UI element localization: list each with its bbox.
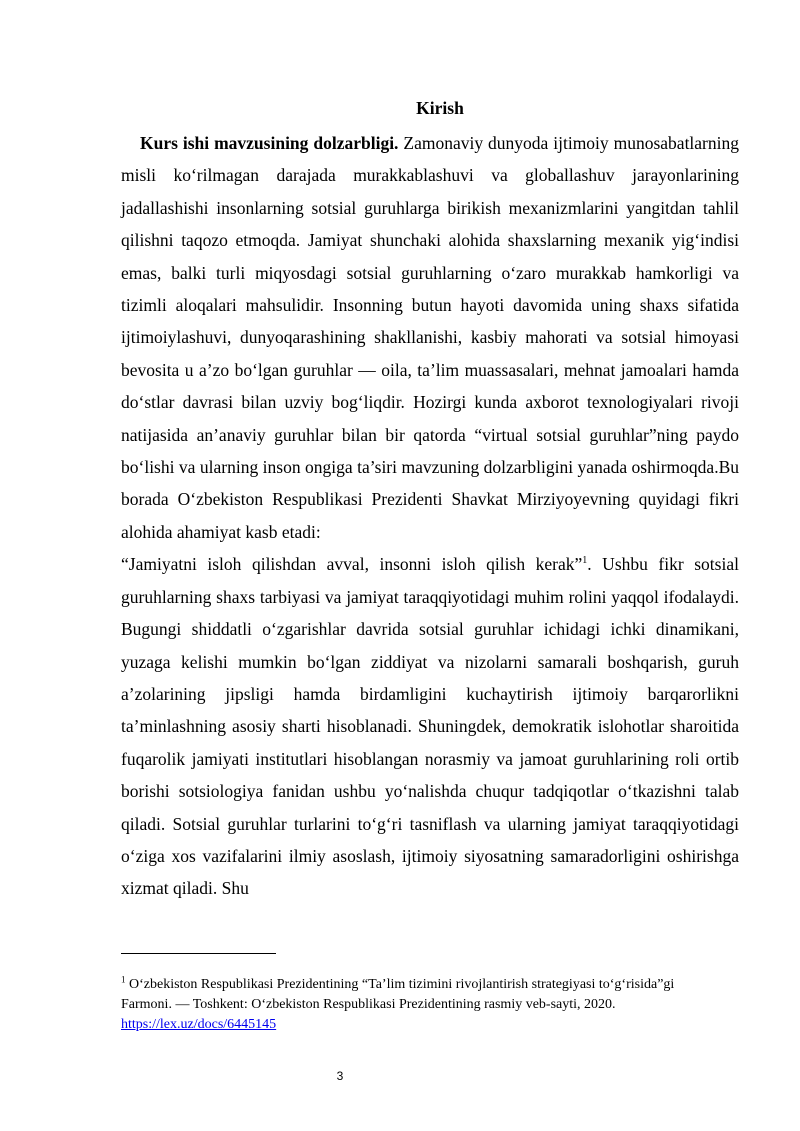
paragraph-quote bbox=[121, 548, 739, 904]
paragraph-relevance bbox=[121, 127, 739, 548]
footnote-divider bbox=[121, 953, 276, 954]
footnote-link[interactable]: https://lex.uz/docs/6445145 bbox=[121, 1017, 277, 1032]
president-quote: “Jamiyatni isloh qilishdan avval, insonni isloh qilish kerak” bbox=[121, 554, 583, 575]
paragraph-text: Zamonaviy dunyoda ijtimoiy munosabatlarning misli ko‘rilmagan darajada murakkablashuvi va globallashuv jarayonlarining jadallashishi insonlarning sotsial guruhlarga birikish mexanizmlarini yangitdan tahlil qilishni taqozo etmoqda. Jamiyat shunchaki alohida shaxslarning mexanik yig‘indisi emas, balki turli miqyosdagi sotsial guruhlarning o‘zaro murakkab hamkorligi va tizimli aloqalari mahsulidir. Insonning butun hayoti davomida uning shaxs sifatida ijtimoiylashuvi, dunyoqarashining shakllanishi, kasbiy mahorati va sotsial himoyasi bevosita u a’zo bo‘lgan guruhlar — oila, ta’lim muassasalari, mehnat jamoalari hamda do‘stlar davrasi bilan uzviy bog‘liqdir. Hozirgi kunda axborot texnologiyalari rivoji natijasida an’anaviy guruhlar bilan bir qatorda “virtual sotsial guruhlar”ning paydo bo‘lishi va ularning inson ongiga ta’siri mavzuning dolzarbligini yanada oshirmoqda.Bu borada O‘zbekiston Respublikasi Prezidenti Shavkat Mirziyoyevning quyidagi fikri alohida ahamiyat kasb etadi: bbox=[121, 133, 739, 542]
footnote bbox=[121, 975, 726, 1035]
section-heading: Kirish bbox=[416, 98, 464, 118]
footnote-text: O‘zbekiston Respublikasi Prezidentining “Ta’lim tizimini rivojlantirish strategiyasi to‘g‘risida”gi Farmoni. — Toshkent: O‘zbekiston Respublikasi Prezidentining rasmiy veb-sayti, 2020. bbox=[121, 977, 675, 1012]
page-number: 3 bbox=[336, 1069, 344, 1083]
body-text bbox=[121, 127, 739, 905]
paragraph-lead-bold: Kurs ishi mavzusining dolzarbligi. bbox=[140, 133, 399, 153]
footnote-reference[interactable]: 1 bbox=[582, 555, 588, 567]
footnote-marker: 1 bbox=[121, 974, 126, 985]
paragraph-text: . Ushbu fikr sotsial guruhlarning shaxs tarbiyasi va jamiyat taraqqiyotidagi muhim rolini yaqqol ifodalaydi. Bugungi shiddatli o‘zgarishlar davrida sotsial guruhlar ichidagi ichki dinamikani, yuzaga kelishi mumkin bo‘lgan ziddiyat va nizolarni samarali boshqarish, guruh a’zolarining jipsligi hamda birdamligini kuchaytirish ijtimoiy barqarorlikni ta’minlashning asosiy sharti hisoblanadi. Shuningdek, demokratik islohotlar sharoitida fuqarolik jamiyati institutlari hisoblangan norasmiy va jamoat guruhlarining roli ortib borishi sotsiologiya fanidan ushbu yo‘nalishda chuqur tadqiqotlar o‘tkazishni talab qiladi. Sotsial guruhlar turlarini to‘g‘ri tasniflash va ularning jamiyat taraqqiyotidagi o‘ziga xos vazifalarini ilmiy asoslash, ijtimoiy siyosatning samaradorligini oshirishga xizmat qiladi. Shu bbox=[121, 554, 739, 899]
